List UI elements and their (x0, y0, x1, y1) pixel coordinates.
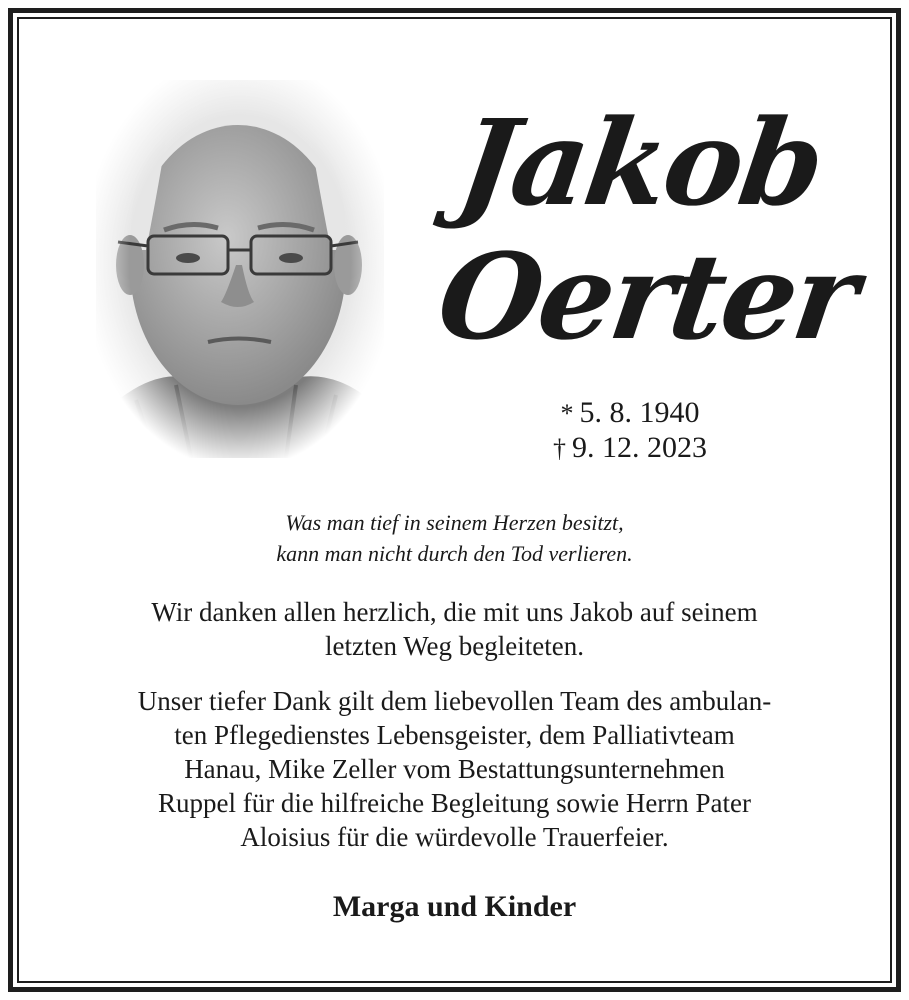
first-name: Jakob (450, 93, 830, 232)
death-date-line (500, 430, 760, 467)
quote-line-1: Was man tief in seinem Herzen besitzt, (285, 510, 624, 535)
birth-date: 5. 8. 1940 (579, 396, 700, 429)
portrait-photo (96, 80, 384, 458)
thanks-p1-line-1: Wir danken allen herzlich, die mit uns Jakob auf seinem (151, 597, 758, 627)
thanks-p2-line-1: Unser tiefer Dank gilt dem liebevollen Team des ambulan- (137, 686, 772, 716)
death-symbol: † (553, 434, 566, 463)
death-date: 9. 12. 2023 (572, 431, 707, 464)
quote-line-2: kann man nicht durch den Tod verlieren. (276, 541, 633, 566)
birth-date-line (500, 395, 760, 432)
birth-symbol: * (560, 399, 574, 428)
thanks-p2-line-2: ten Pflegedienstes Lebensgeister, dem Palliativteam (174, 720, 735, 750)
last-name: Oerter (430, 227, 864, 366)
signature: Marga und Kinder (332, 890, 577, 923)
thanks-p2-line-5: Aloisius für die würdevolle Trauerfeier. (240, 822, 669, 852)
thanks-p1-line-2: letzten Weg begleiteten. (325, 631, 584, 661)
thanks-p2-line-4: Ruppel für die hilfreiche Begleitung sowie Herrn Pater (157, 788, 752, 818)
thanks-p2-line-3: Hanau, Mike Zeller vom Bestattungsunternehmen (184, 754, 725, 784)
